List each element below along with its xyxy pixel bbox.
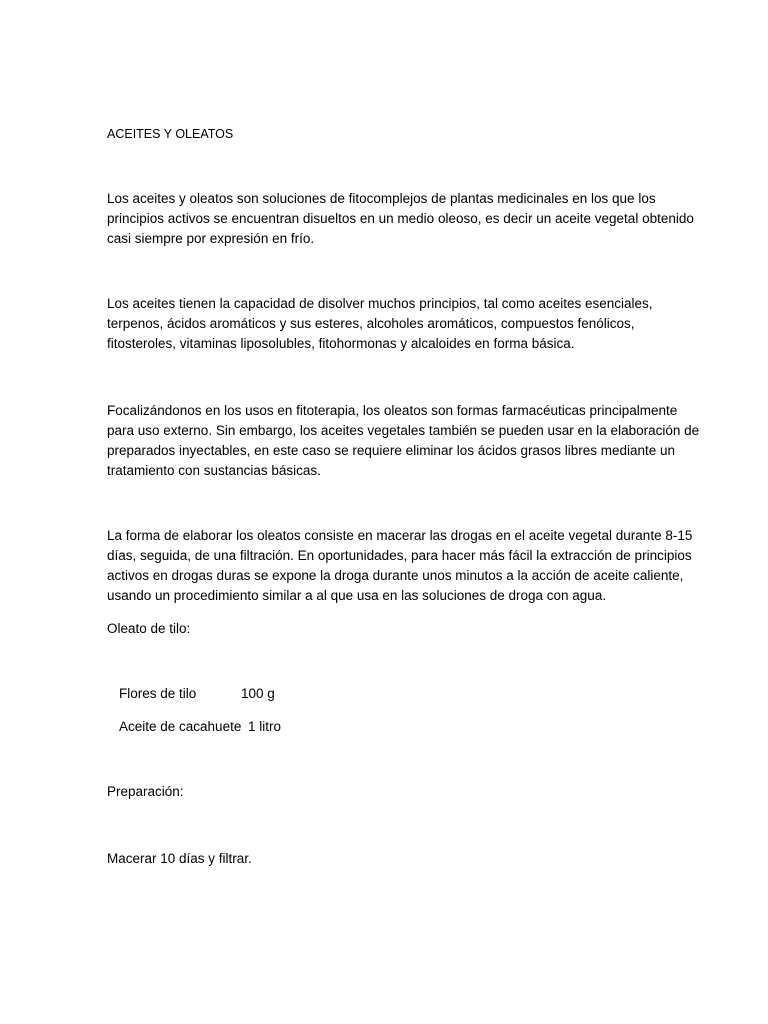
paragraph-line: preparados inyectables, en este caso se requiere eliminar los ácidos grasos libres mediante un [107, 443, 676, 458]
paragraph-line: activos en drogas duras se expone la droga durante unos minutos a la acción de aceite caliente, [107, 568, 684, 583]
recipe-title: Oleato de tilo: [107, 621, 191, 636]
paragraph-line: Focalizándonos en los usos en fitoterapia, los oleatos son formas farmacéuticas principalmente [107, 403, 678, 418]
ingredient-name: Aceite de cacahuete [119, 719, 242, 734]
ingredient-amount: 100 g [241, 686, 275, 701]
paragraph-line: fitosteroles, vitaminas liposolubles, fitohormonas y alcaloides en forma básica. [107, 336, 575, 351]
paragraph-line: principios activos se encuentran disueltos en un medio oleoso, es decir un aceite vegetal obtenido [107, 211, 694, 226]
paragraph-line: tratamiento con sustancias básicas. [107, 463, 321, 478]
paragraph-line: usando un procedimiento similar a al que usa en las soluciones de droga con agua. [107, 588, 607, 603]
paragraph-line: Los aceites tienen la capacidad de disolver muchos principios, tal como aceites esenciales, [107, 296, 653, 311]
preparation-text: Macerar 10 días y filtrar. [107, 851, 252, 866]
preparation-label: Preparación: [107, 784, 184, 799]
paragraph-line: Los aceites y oleatos son soluciones de fitocomplejos de plantas medicinales en los que los [107, 191, 656, 206]
ingredient-amount: 1 litro [248, 719, 282, 734]
paragraph-line: terpenos, ácidos aromáticos y sus esteres, alcoholes aromáticos, compuestos fenólicos, [107, 316, 635, 331]
paragraph-line: casi siempre por expresión en frío. [107, 231, 315, 246]
paragraph-line: para uso externo. Sin embargo, los aceites vegetales también se pueden usar en la elaboración de [107, 423, 700, 438]
document-title: ACEITES Y OLEATOS [107, 127, 234, 141]
paragraph-line: La forma de elaborar los oleatos consiste en macerar las drogas en el aceite vegetal durante 8-15 [107, 528, 693, 543]
paragraph-line: días, seguida, de una filtración. En oportunidades, para hacer más fácil la extracción de principios [107, 548, 692, 563]
ingredient-name: Flores de tilo [119, 686, 197, 701]
